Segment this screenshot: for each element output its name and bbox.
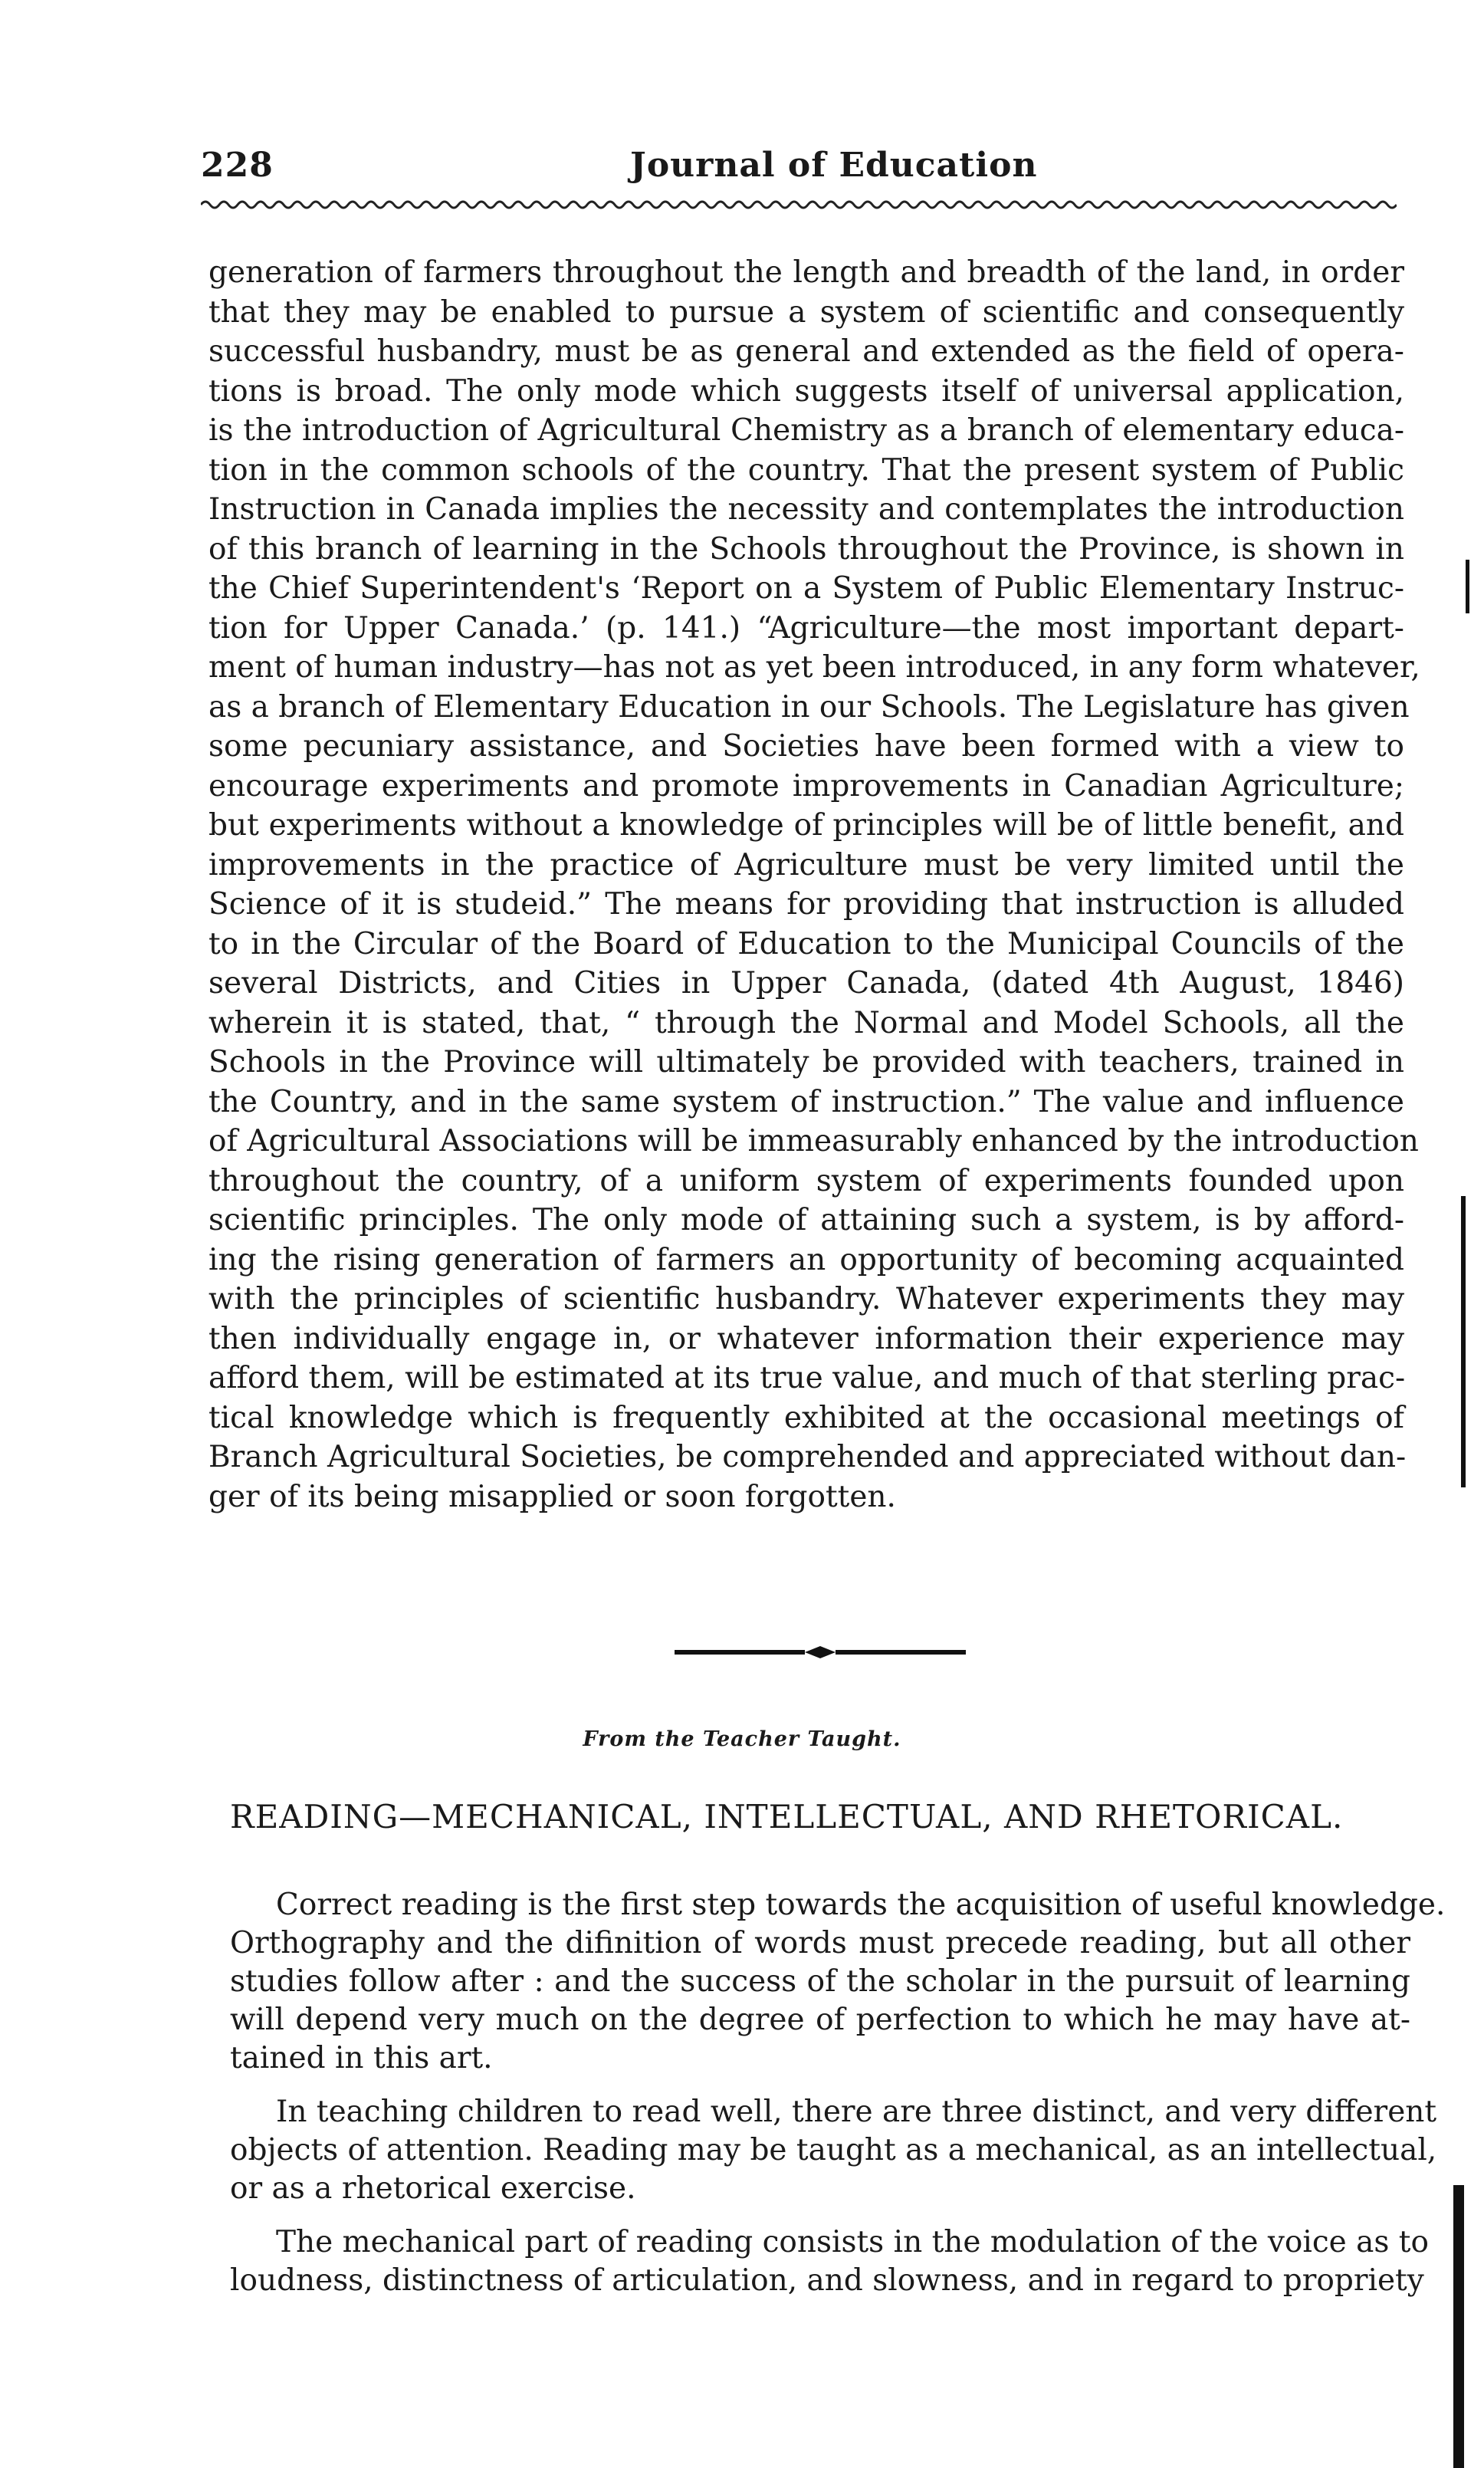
body-text-line: tions is broad. The only mode which suggests itself of universal application, bbox=[208, 373, 1404, 409]
article-paragraph bbox=[230, 2093, 1437, 2208]
body-text bbox=[208, 253, 1420, 1517]
body-text-line: ger of its being misapplied or soon forgotten. bbox=[208, 1479, 896, 1514]
body-text-line: is the introduction of Agricultural Chemistry as a branch of elementary educa- bbox=[208, 413, 1404, 448]
body-text-line: Instruction in Canada implies the necessity and contemplates the introduction bbox=[208, 492, 1404, 527]
body-text-line: as a branch of Elementary Education in our Schools. The Legislature has given bbox=[208, 689, 1410, 725]
body-text-line: wherein it is stated, that, “ through the Normal and Model Schools, all the bbox=[208, 1005, 1404, 1040]
body-text-line: successful husbandry, must be as general and extended as the field of opera- bbox=[208, 334, 1404, 369]
article-paragraph bbox=[230, 1886, 1446, 2078]
body-text-line: afford them, will be estimated at its true value, and much of that sterling prac- bbox=[208, 1361, 1406, 1395]
article-text-line: studies follow after : and the success of the scholar in the pursuit of learning bbox=[230, 1964, 1410, 1999]
body-text-line: Schools in the Province will ultimately be provided with teachers, trained in bbox=[208, 1045, 1404, 1080]
article-body bbox=[230, 1886, 1446, 2315]
body-text-line: that they may be enabled to pursue a system of scientific and consequently bbox=[208, 294, 1404, 330]
article-text-line: Correct reading is the first step towards the acquisition of useful knowledge. bbox=[276, 1888, 1446, 1922]
body-text-line: Science of it is studeid.” The means for providing that instruction is alluded bbox=[208, 887, 1404, 922]
body-text-line: of Agricultural Associations will be immeasurably enhanced by the introduction bbox=[208, 1124, 1419, 1158]
body-text-line: the Country, and in the same system of instruction.” The value and influence bbox=[208, 1084, 1404, 1119]
body-text-line: with the principles of scientific husbandry. Whatever experiments they may bbox=[208, 1282, 1404, 1316]
body-text-line: but experiments without a knowledge of principles will be of little benefit, and bbox=[208, 808, 1404, 843]
body-text-line: improvements in the practice of Agriculture must be very limited until the bbox=[208, 847, 1404, 882]
article-paragraph bbox=[230, 2223, 1429, 2300]
body-text-line: generation of farmers throughout the length and breadth of the land, in order bbox=[208, 255, 1404, 290]
body-text-line: tion in the common schools of the country. That the present system of Public bbox=[208, 452, 1404, 488]
body-text-line: several Districts, and Cities in Upper Canada, (dated 4th August, 1846) bbox=[208, 966, 1404, 1001]
body-text-line: then individually engage in, or whatever information their experience may bbox=[208, 1321, 1404, 1356]
article-text-line: Orthography and the difinition of words must precede reading, but all other bbox=[230, 1926, 1410, 1960]
running-head bbox=[201, 146, 1397, 199]
article-title: READING—MECHANICAL, INTELLECTUAL, AND RHETORICAL. bbox=[230, 1798, 1344, 1835]
body-text-line: of this branch of learning in the Schools throughout the Province, is shown in bbox=[208, 531, 1404, 567]
body-text-line: encourage experiments and promote improvements in Canadian Agriculture; bbox=[208, 768, 1404, 803]
article-text-line: loudness, distinctness of articulation, and slowness, and in regard to propriety bbox=[230, 2263, 1424, 2298]
article-source: From the Teacher Taught. bbox=[583, 1727, 901, 1751]
body-text-line: to in the Circular of the Board of Education to the Municipal Councils of the bbox=[208, 926, 1404, 961]
body-text-line: the Chief Superintendent's ‘Report on a System of Public Elementary Instruc- bbox=[208, 571, 1404, 606]
margin-bracket-mark bbox=[1461, 1196, 1466, 1487]
body-text-line: scientific principles. The only mode of attaining such a system, is by afford- bbox=[208, 1203, 1404, 1237]
body-text-line: tion for Upper Canada.’ (p. 141.) “Agriculture—the most important depart- bbox=[208, 610, 1404, 646]
ornamental-rule bbox=[675, 1643, 966, 1661]
body-text-line: some pecuniary assistance, and Societies have been formed with a view to bbox=[208, 729, 1404, 764]
journal-title: Journal of Education bbox=[630, 146, 1038, 185]
article-text-line: tained in this art. bbox=[230, 2041, 493, 2075]
article-text-line: In teaching children to read well, there are three distinct, and very different bbox=[276, 2095, 1437, 2129]
wavy-rule-divider bbox=[201, 196, 1397, 214]
article-text-line: will depend very much on the degree of perfection to which he may have at- bbox=[230, 2003, 1410, 2037]
body-text-line: ing the rising generation of farmers an opportunity of becoming acquainted bbox=[208, 1242, 1404, 1277]
body-text-line: ment of human industry—has not as yet been introduced, in any form whatever, bbox=[208, 650, 1420, 685]
body-text-line: Branch Agricultural Societies, be comprehended and appreciated without dan- bbox=[208, 1440, 1407, 1474]
article-text-line: or as a rhetorical exercise. bbox=[230, 2171, 636, 2206]
article-text-line: The mechanical part of reading consists in the modulation of the voice as to bbox=[276, 2225, 1429, 2259]
margin-bracket-mark bbox=[1466, 560, 1469, 613]
article-text-line: objects of attention. Reading may be taught as a mechanical, as an intellectual, bbox=[230, 2133, 1437, 2167]
body-text-line: throughout the country, of a uniform system of experiments founded upon bbox=[208, 1163, 1404, 1198]
page-number: 228 bbox=[201, 146, 274, 185]
margin-edge-mark bbox=[1453, 2185, 1464, 2468]
body-text-line: tical knowledge which is frequently exhibited at the occasional meetings of bbox=[208, 1400, 1404, 1435]
